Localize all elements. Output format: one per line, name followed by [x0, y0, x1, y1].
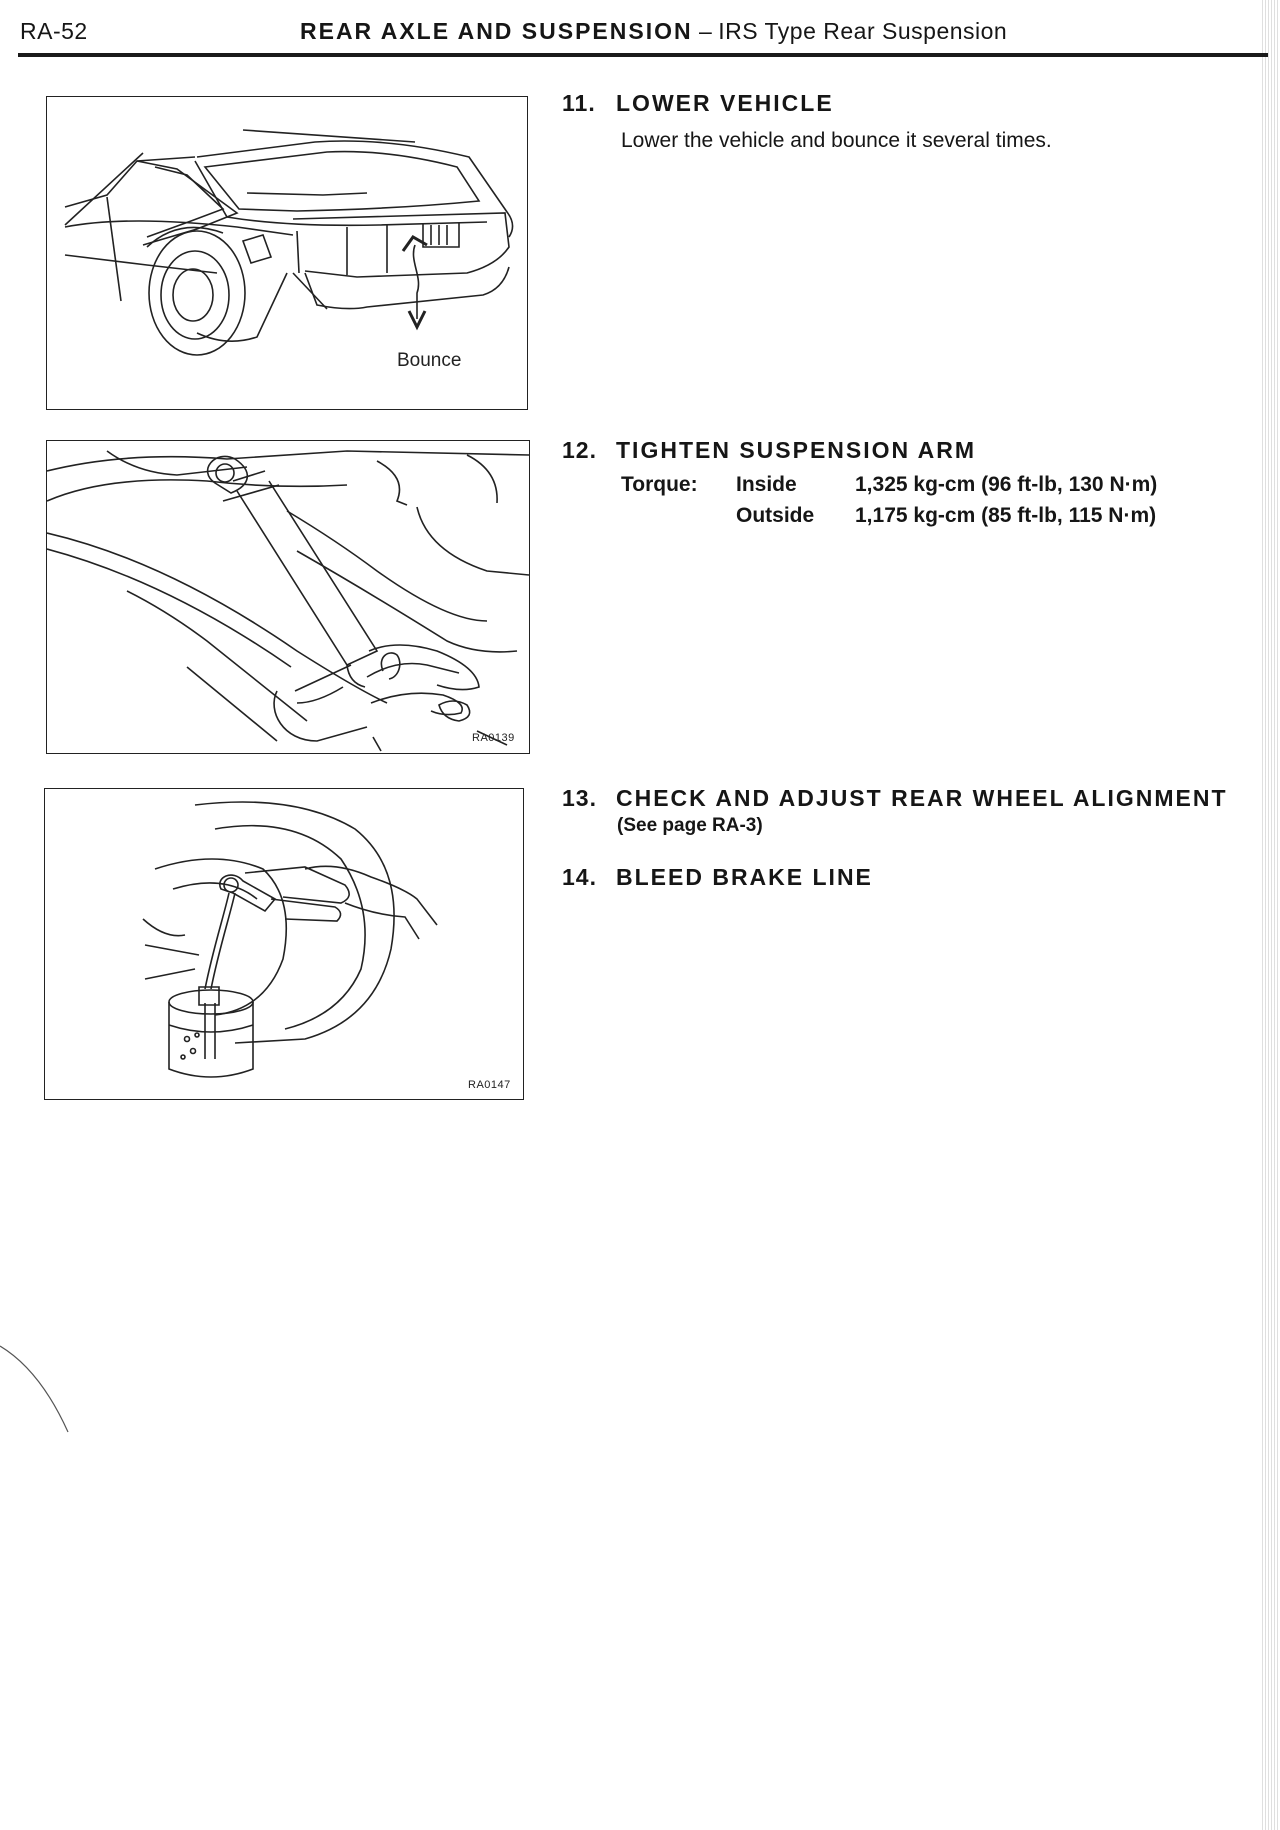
title-separator: –	[699, 18, 712, 44]
header-title	[300, 18, 1007, 45]
brake-bleeding-illustration	[45, 789, 523, 1099]
torque-value: 1,175 kg-cm (85 ft-lb, 115 N·m)	[855, 504, 1157, 527]
step-lower-vehicle	[562, 90, 1052, 153]
figure-code: RA0147	[468, 1079, 511, 1091]
step-check-rear-wheel-alignment	[562, 785, 1228, 837]
margin-scan-mark	[0, 1340, 80, 1440]
torque-value: 1,325 kg-cm (96 ft-lb, 130 N·m)	[855, 473, 1158, 496]
figure-bounce-vehicle	[46, 96, 528, 410]
step-number: 11.	[562, 90, 596, 116]
step-title: TIGHTEN SUSPENSION ARM	[616, 437, 977, 463]
header-rule	[18, 53, 1268, 57]
page-number: RA-52	[20, 18, 88, 44]
step-heading	[562, 90, 1052, 117]
torque-label: Torque:	[621, 473, 698, 496]
torque-wrench-illustration	[47, 441, 529, 753]
step-title: CHECK AND ADJUST REAR WHEEL ALIGNMENT	[616, 785, 1228, 811]
step-number: 13.	[562, 785, 597, 811]
step-heading	[562, 785, 1228, 812]
bounce-label: Bounce	[397, 350, 462, 371]
step-heading	[562, 437, 976, 464]
page-header	[0, 0, 1270, 64]
step-title: BLEED BRAKE LINE	[616, 864, 873, 890]
step-bleed-brake-line	[562, 864, 873, 891]
torque-position: Outside	[736, 504, 815, 527]
section-subtitle: IRS Type Rear Suspension	[718, 18, 1008, 44]
step-title: LOWER VEHICLE	[616, 90, 834, 116]
page-edge-shading	[1262, 0, 1280, 1830]
figure-bleed-brake-line	[44, 788, 524, 1100]
section-title: REAR AXLE AND SUSPENSION	[300, 18, 693, 44]
figure-code: RA0139	[472, 732, 515, 744]
step-number: 12.	[562, 437, 597, 463]
step-instruction: Lower the vehicle and bounce it several times.	[621, 129, 1052, 152]
page-reference: (See page RA-3)	[617, 815, 763, 836]
torque-position: Inside	[736, 473, 797, 496]
step-tighten-suspension-arm	[562, 437, 976, 464]
step-heading	[562, 864, 873, 891]
step-number: 14.	[562, 864, 597, 890]
figure-tighten-suspension-arm	[46, 440, 530, 754]
